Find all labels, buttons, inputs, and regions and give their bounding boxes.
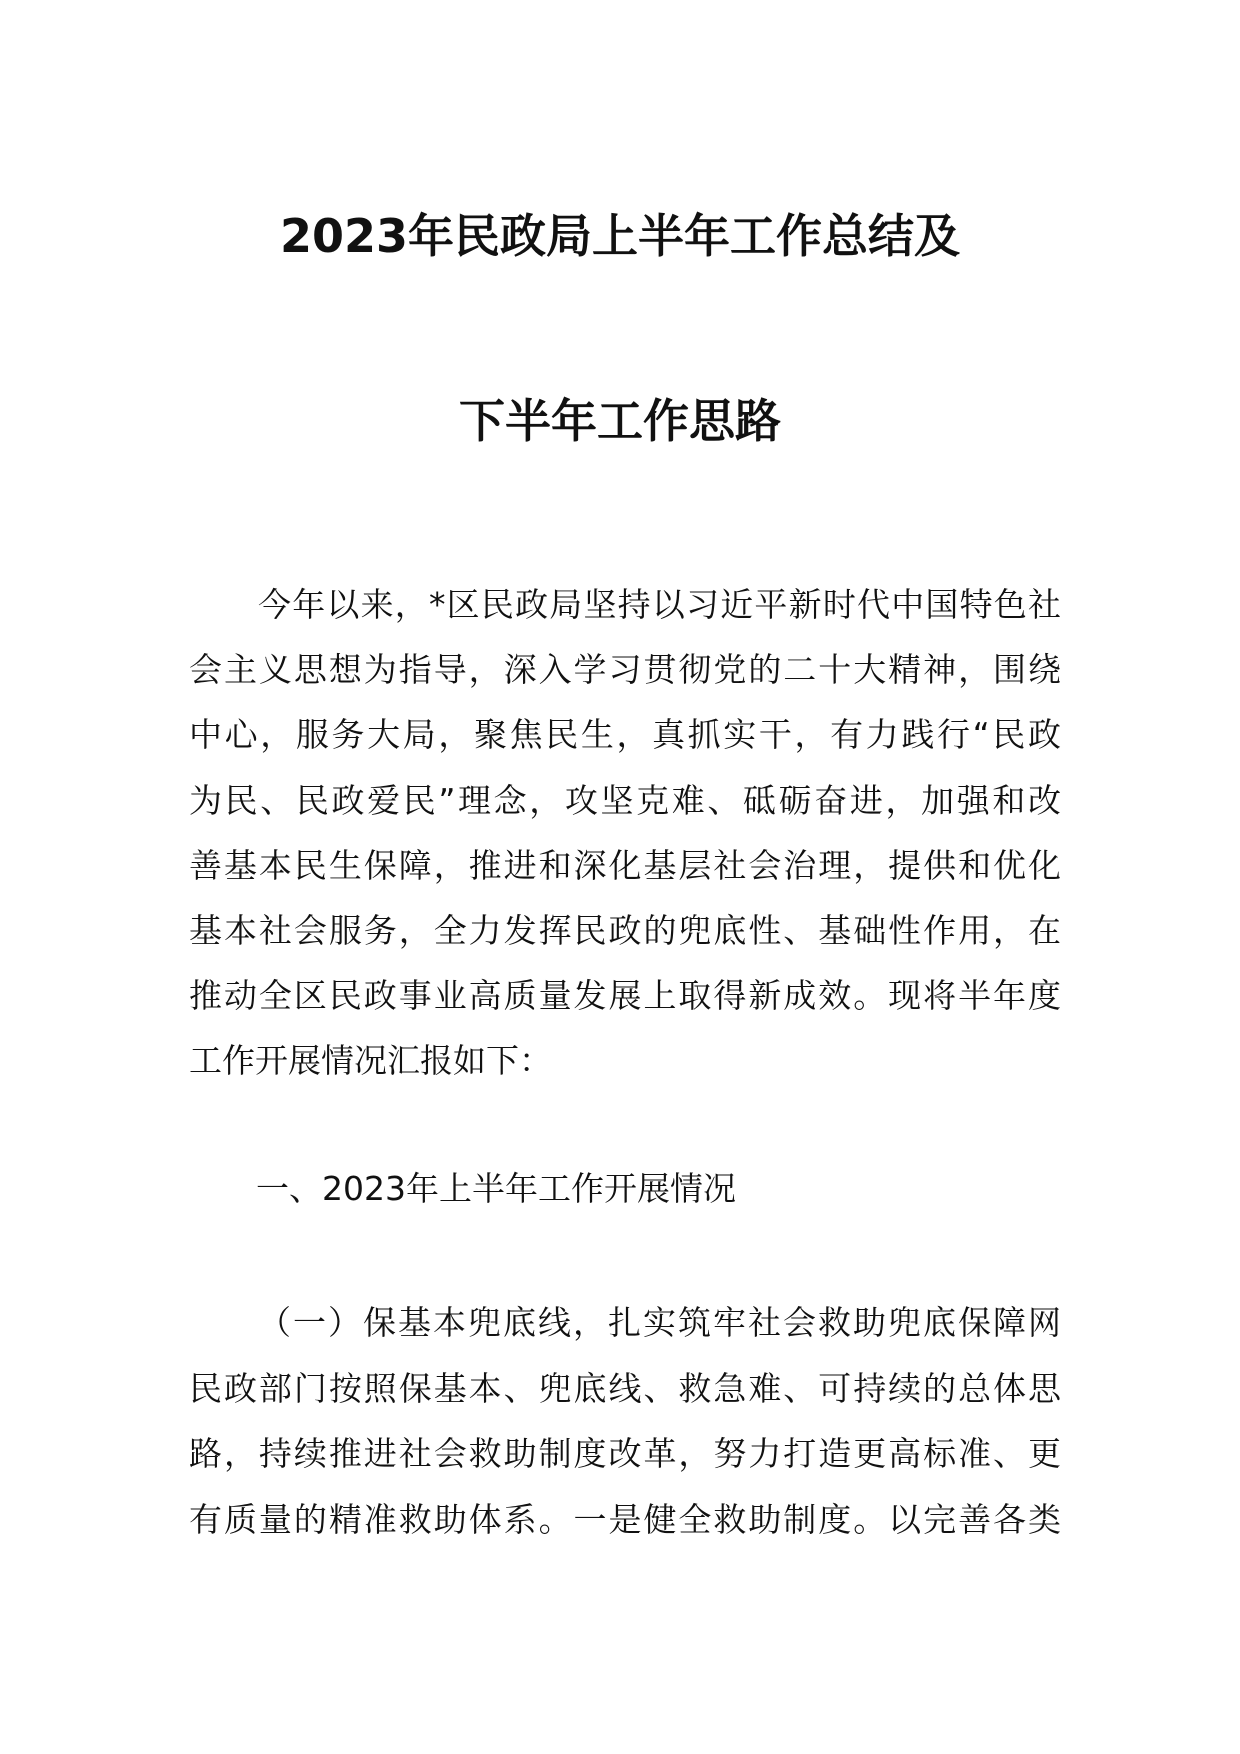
- paragraph-line: 今年以来，*区民政局坚持以习近平新时代中国特色社: [258, 585, 1061, 624]
- section-heading: 一、2023年上半年工作开展情况: [256, 1169, 736, 1208]
- paragraph-line: 路，持续推进社会救助制度改革，努力打造更高标准、更: [189, 1434, 1061, 1473]
- paragraph-line: 为民、民政爱民”理念，攻坚克难、砥砺奋进，加强和改: [189, 781, 1061, 820]
- paragraph-line: 民政部门按照保基本、兜底线、救急难、可持续的总体思: [189, 1369, 1061, 1408]
- paragraph-line: 基本社会服务，全力发挥民政的兜底性、基础性作用，在: [189, 911, 1061, 950]
- subsection-heading-line: （一）保基本兜底线，扎实筑牢社会救助兜底保障网: [258, 1303, 1061, 1342]
- paragraph-line: 中心，服务大局，聚焦民生，真抓实干，有力践行“民政: [189, 715, 1061, 754]
- paragraph-line: 推动全区民政事业高质量发展上取得新成效。现将半年度: [189, 976, 1061, 1015]
- paragraph-line: 善基本民生保障，推进和深化基层社会治理，提供和优化: [189, 846, 1061, 885]
- paragraph-line: 有质量的精准救助体系。一是健全救助制度。以完善各类: [189, 1500, 1061, 1539]
- paragraph-line: 会主义思想为指导，深入学习贯彻党的二十大精神，围绕: [189, 650, 1061, 689]
- document-title-line-2: 下半年工作思路: [459, 394, 781, 448]
- paragraph-line: 工作开展情况汇报如下：: [189, 1041, 552, 1080]
- document-title-line-1: 2023年民政局上半年工作总结及: [279, 209, 961, 263]
